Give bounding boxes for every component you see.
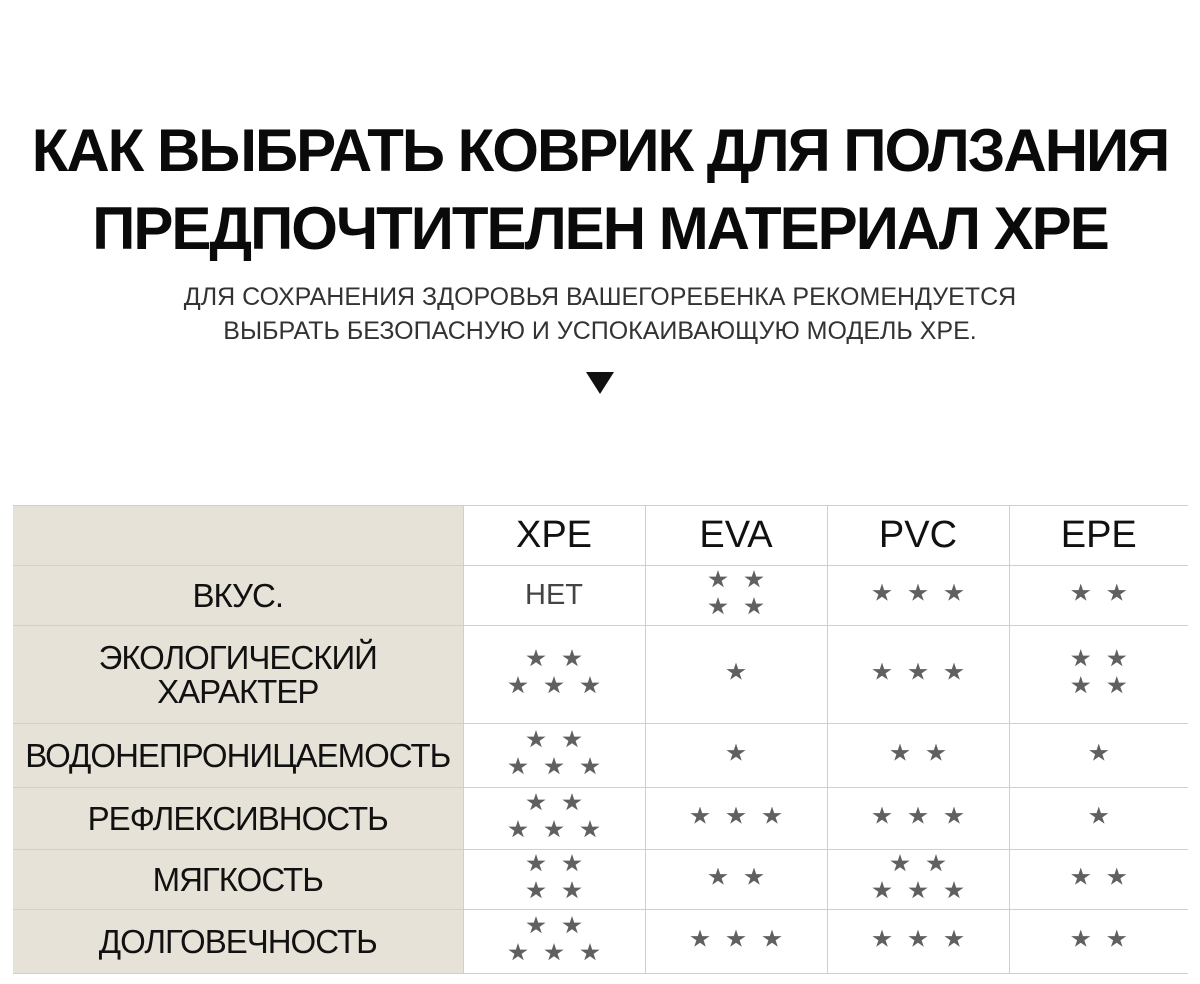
star-icon xyxy=(526,854,546,873)
rating-cell xyxy=(645,850,827,910)
star-icon xyxy=(526,881,546,900)
star-icon xyxy=(944,807,964,826)
star-icon xyxy=(708,570,728,589)
star-icon xyxy=(890,744,910,763)
rating-cell xyxy=(1009,850,1188,910)
star-icon xyxy=(944,663,964,682)
row-label-text: ВОДОНЕПРОНИЦАЕМОСТЬ xyxy=(25,736,451,774)
row-label-text-line-1: ЭКОЛОГИЧЕСКИЙ xyxy=(98,638,377,676)
star-icon xyxy=(580,820,600,839)
star-icon xyxy=(744,570,764,589)
star-rating xyxy=(864,926,972,953)
star-row xyxy=(500,816,608,843)
star-icon xyxy=(544,943,564,962)
star-icon xyxy=(726,807,746,826)
table-corner-cell xyxy=(13,506,463,566)
star-icon xyxy=(690,807,710,826)
rating-cell xyxy=(463,566,645,626)
star-icon xyxy=(562,793,582,812)
star-icon xyxy=(580,943,600,962)
star-icon xyxy=(1107,649,1127,668)
rating-cell xyxy=(463,910,645,974)
star-row xyxy=(700,593,772,620)
star-icon xyxy=(1107,930,1127,949)
rating-cell xyxy=(1009,566,1188,626)
star-row xyxy=(1063,926,1135,953)
star-icon xyxy=(726,930,746,949)
star-icon xyxy=(690,930,710,949)
star-icon xyxy=(580,757,600,776)
star-icon xyxy=(562,649,582,668)
star-row xyxy=(1063,672,1135,699)
star-row xyxy=(864,803,972,830)
star-rating xyxy=(1081,740,1117,767)
star-icon xyxy=(526,649,546,668)
star-icon xyxy=(908,930,928,949)
rating-cell xyxy=(1009,724,1188,788)
star-row xyxy=(1081,740,1117,767)
row-label-text: РЕФЛЕКСИВНОСТЬ xyxy=(87,799,388,837)
star-rating xyxy=(700,864,772,891)
table-header-row xyxy=(13,506,1188,566)
star-icon xyxy=(1107,676,1127,695)
star-icon xyxy=(562,730,582,749)
star-icon xyxy=(908,663,928,682)
star-icon xyxy=(872,881,892,900)
rating-cell xyxy=(827,850,1009,910)
star-row xyxy=(882,740,954,767)
star-rating xyxy=(864,850,972,904)
star-icon xyxy=(762,930,782,949)
star-icon xyxy=(872,807,892,826)
star-row xyxy=(718,740,754,767)
star-row xyxy=(500,645,608,672)
star-row xyxy=(682,803,790,830)
row-label-taste xyxy=(13,566,463,626)
star-rating xyxy=(682,803,790,830)
star-row xyxy=(1063,580,1135,607)
star-icon xyxy=(508,757,528,776)
star-row xyxy=(500,789,608,816)
star-row xyxy=(864,877,972,904)
row-label-text: ВКУС. xyxy=(192,576,284,614)
table-row xyxy=(13,724,1188,788)
star-icon xyxy=(908,584,928,603)
star-icon xyxy=(1071,868,1091,887)
subtitle-line-2: ВЫБРАТЬ БЕЗОПАСНУЮ И УСПОКАИВАЮЩУЮ МОДЕЛЬ XPE. xyxy=(223,317,977,345)
rating-cell xyxy=(645,724,827,788)
title-line-2: ПРЕДПОЧТИТЕЛЕН МАТЕРИАЛ XPE xyxy=(92,195,1108,262)
star-row xyxy=(864,659,972,686)
star-row xyxy=(1063,864,1135,891)
star-icon xyxy=(1107,584,1127,603)
rating-cell xyxy=(645,910,827,974)
row-label-durability xyxy=(13,910,463,974)
star-row xyxy=(518,877,590,904)
rating-cell xyxy=(827,788,1009,850)
star-icon xyxy=(872,663,892,682)
title-line-1: КАК ВЫБРАТЬ КОВРИК ДЛЯ ПОЛЗАНИЯ xyxy=(31,117,1169,184)
star-rating xyxy=(1063,926,1135,953)
star-icon xyxy=(526,730,546,749)
none-label: НЕТ xyxy=(525,579,583,611)
star-icon xyxy=(562,881,582,900)
star-icon xyxy=(926,854,946,873)
star-rating xyxy=(864,659,972,686)
row-label-waterproof xyxy=(13,724,463,788)
star-icon xyxy=(944,584,964,603)
star-rating xyxy=(1063,645,1135,699)
star-row xyxy=(864,580,972,607)
star-icon xyxy=(744,868,764,887)
star-icon xyxy=(708,868,728,887)
rating-cell xyxy=(827,566,1009,626)
star-row xyxy=(864,850,972,877)
star-row xyxy=(500,753,608,780)
star-icon xyxy=(944,881,964,900)
column-header-xpe: XPE xyxy=(463,506,645,566)
star-icon xyxy=(526,793,546,812)
star-icon xyxy=(944,930,964,949)
star-icon xyxy=(508,820,528,839)
star-rating xyxy=(718,740,754,767)
star-row xyxy=(518,850,590,877)
star-rating xyxy=(518,850,590,904)
star-icon xyxy=(544,820,564,839)
column-header-pvc: PVC xyxy=(827,506,1009,566)
star-icon xyxy=(744,597,764,616)
star-icon xyxy=(562,854,582,873)
star-icon xyxy=(908,881,928,900)
star-icon xyxy=(762,807,782,826)
star-row xyxy=(700,864,772,891)
star-row xyxy=(700,566,772,593)
rating-cell xyxy=(1009,788,1188,850)
star-icon xyxy=(926,744,946,763)
rating-cell xyxy=(463,850,645,910)
row-label-text: МЯГКОСТЬ xyxy=(152,860,323,898)
star-rating xyxy=(682,926,790,953)
rating-cell xyxy=(1009,910,1188,974)
table-row xyxy=(13,910,1188,974)
row-label-text: ДОЛГОВЕЧНОСТЬ xyxy=(98,922,377,960)
star-icon xyxy=(526,916,546,935)
star-rating xyxy=(1081,803,1117,830)
star-rating xyxy=(882,740,954,767)
star-icon xyxy=(708,597,728,616)
star-rating xyxy=(1063,580,1135,607)
row-label-softness xyxy=(13,850,463,910)
star-icon xyxy=(544,757,564,776)
star-icon xyxy=(1071,930,1091,949)
table-row xyxy=(13,788,1188,850)
rating-cell xyxy=(645,626,827,724)
star-icon xyxy=(1107,868,1127,887)
star-row xyxy=(1063,645,1135,672)
star-icon xyxy=(872,584,892,603)
rating-cell xyxy=(1009,626,1188,724)
star-row xyxy=(1081,803,1117,830)
star-icon xyxy=(1071,676,1091,695)
rating-cell xyxy=(827,626,1009,724)
star-rating xyxy=(500,726,608,780)
column-header-epe: EPE xyxy=(1009,506,1188,566)
star-icon xyxy=(1071,584,1091,603)
rating-cell xyxy=(827,724,1009,788)
star-icon xyxy=(726,744,746,763)
table-row xyxy=(13,566,1188,626)
star-icon xyxy=(890,854,910,873)
page-subtitle xyxy=(0,280,1200,348)
rating-cell xyxy=(463,788,645,850)
table-row xyxy=(13,850,1188,910)
star-icon xyxy=(508,676,528,695)
rating-cell xyxy=(463,626,645,724)
star-row xyxy=(500,939,608,966)
star-rating xyxy=(700,566,772,620)
star-row xyxy=(500,912,608,939)
star-icon xyxy=(1071,649,1091,668)
star-rating xyxy=(864,580,972,607)
comparison-table xyxy=(13,505,1188,974)
star-rating xyxy=(718,659,754,686)
star-row xyxy=(500,726,608,753)
rating-cell xyxy=(645,788,827,850)
star-rating xyxy=(500,645,608,699)
rating-cell xyxy=(827,910,1009,974)
star-icon xyxy=(908,807,928,826)
star-rating xyxy=(500,789,608,843)
star-icon xyxy=(544,676,564,695)
star-icon xyxy=(508,943,528,962)
subtitle-line-1: ДЛЯ СОХРАНЕНИЯ ЗДОРОВЬЯ ВАШЕГОРЕБЕНКА РЕКОМЕНДУЕТСЯ xyxy=(183,283,1017,311)
star-rating xyxy=(500,912,608,966)
row-label-text-line-2: ХАРАКТЕР xyxy=(157,672,319,710)
star-rating xyxy=(864,803,972,830)
star-icon xyxy=(1089,744,1109,763)
star-icon xyxy=(562,916,582,935)
row-label-ecology xyxy=(13,626,463,724)
star-rating xyxy=(1063,864,1135,891)
table-row xyxy=(13,626,1188,724)
star-row xyxy=(682,926,790,953)
star-icon xyxy=(1089,807,1109,826)
down-triangle-icon xyxy=(586,372,614,394)
star-icon xyxy=(580,676,600,695)
page-title xyxy=(0,112,1200,268)
star-row xyxy=(864,926,972,953)
rating-cell xyxy=(645,566,827,626)
star-icon xyxy=(726,663,746,682)
star-row xyxy=(718,659,754,686)
star-icon xyxy=(872,930,892,949)
star-row xyxy=(500,672,608,699)
row-label-reflexivity xyxy=(13,788,463,850)
rating-cell xyxy=(463,724,645,788)
column-header-eva: EVA xyxy=(645,506,827,566)
